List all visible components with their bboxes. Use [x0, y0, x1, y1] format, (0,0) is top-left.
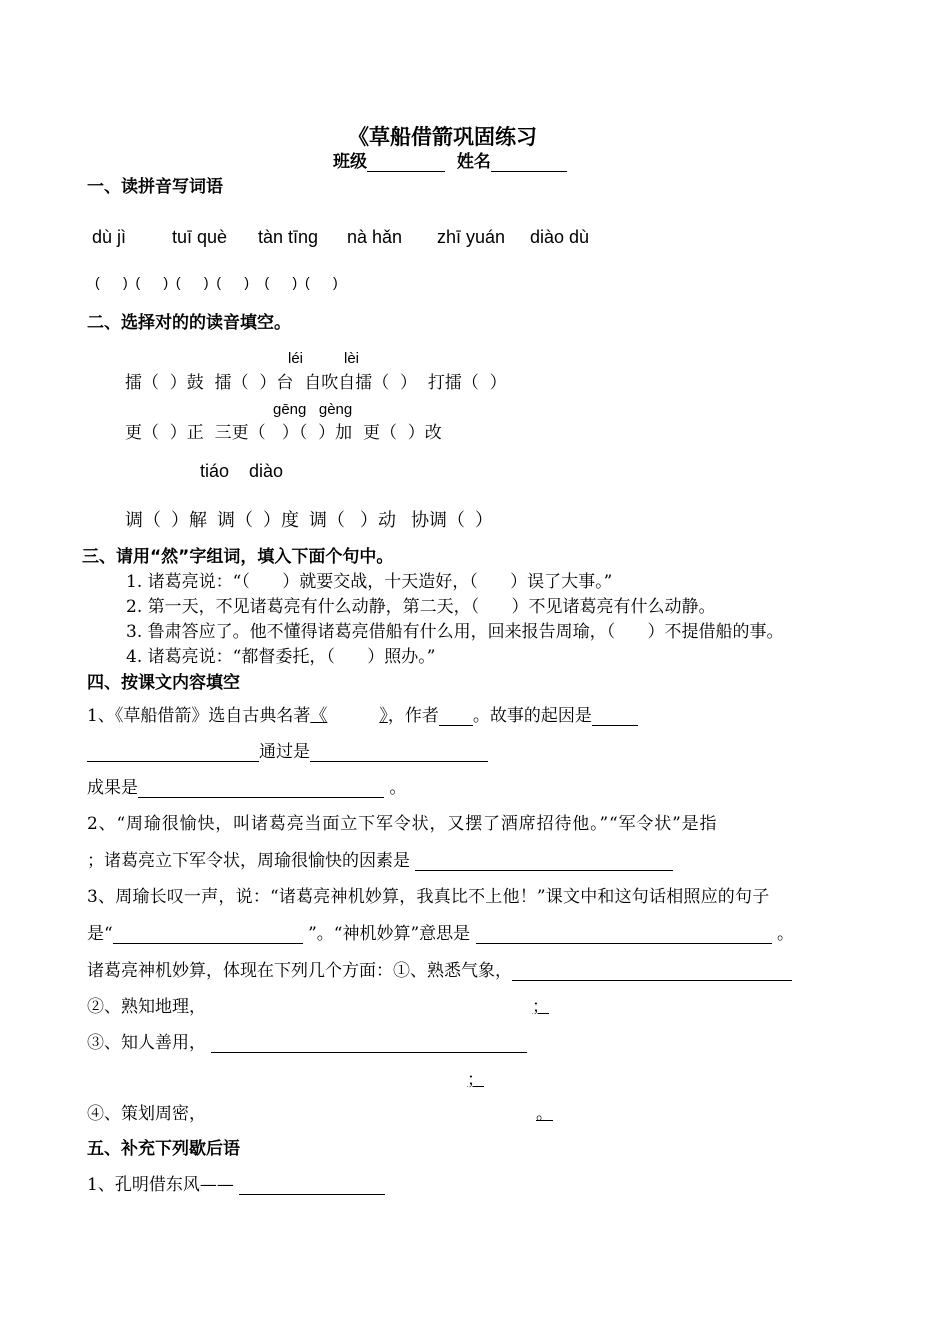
- s3-item-3[interactable]: 3. 鲁肃答应了。他不懂得诸葛亮借船有什么用，回来报告周瑜，（ ）不提借船的事。: [126, 622, 784, 642]
- s4-q3-text-b: 是“: [87, 924, 113, 944]
- s3-item-4[interactable]: 4. 诸葛亮说：“都督委托，（ ）照办。”: [126, 647, 436, 667]
- s4-q1-result-blank[interactable]: [138, 780, 384, 799]
- s2-row-2[interactable]: 更（ ）正 三更（ ）（ ）加 更（ ）改: [125, 423, 442, 443]
- class-name-line: [333, 152, 567, 172]
- s2-pinyin-2: gēng gèng: [273, 401, 353, 418]
- s4-q3-line-6: [87, 1070, 496, 1090]
- s4-q1-line-3: [87, 778, 406, 798]
- s4-q3-people-blank-2[interactable]: [87, 1070, 496, 1090]
- s4-q3-line-3: [87, 961, 792, 981]
- s4-q3-text-f: ②、熟知地理，: [87, 997, 206, 1017]
- s4-q1-author-blank[interactable]: [439, 708, 473, 727]
- s4-q3-text-e: 诸葛亮神机妙算，体现在下列几个方面：①、熟悉气象，: [87, 961, 512, 981]
- s5-q1-blank[interactable]: [239, 1177, 385, 1196]
- s1-pinyin-3: tàn tīng: [258, 227, 319, 247]
- s4-q3-sentence-blank[interactable]: [113, 926, 303, 945]
- s4-q1-line-1: [87, 706, 638, 726]
- section-1-heading: 一、读拼音写词语: [87, 177, 223, 197]
- s3-item-2[interactable]: 2. 第一天，不见诸葛亮有什么动静，第二天，（ ）不见诸葛亮有什么动静。: [126, 597, 716, 617]
- s2-row-1[interactable]: 擂（ ）鼓 擂（ ）台 自吹自擂（ ） 打擂（ ）: [125, 373, 507, 393]
- s4-q2-line-1: 2、“周瑜很愉快，叫诸葛亮当面立下军令状，又摆了酒席招待他。”“军令状”是指: [87, 814, 718, 834]
- name-blank[interactable]: [491, 154, 567, 173]
- s1-answer-brackets[interactable]: ( ) ( ) ( ) ( ) ( ) ( ): [95, 274, 338, 290]
- s5-q1-text: 1、孔明借东风——: [87, 1175, 234, 1195]
- s2-row-3[interactable]: 调（ ）解 调（ ）度 调（ ）动 协调（ ）: [125, 510, 494, 530]
- section-5-heading: 五、补充下列歇后语: [87, 1139, 240, 1159]
- s4-q3-geography-blank[interactable]: [206, 997, 561, 1017]
- s4-q3-people-blank[interactable]: [211, 1035, 527, 1054]
- s4-q3-line-5: [87, 1033, 527, 1053]
- s4-q3-weather-blank[interactable]: [512, 963, 792, 982]
- class-label: 班级: [333, 152, 367, 172]
- s4-q2-text-b: ；诸葛亮立下军令状，周瑜很愉快的因素是: [87, 851, 410, 871]
- s4-q1-text-b: ，作者: [387, 706, 439, 726]
- s1-pinyin-2: tuī què: [172, 227, 228, 247]
- s4-q1-book-close: 》: [379, 706, 388, 726]
- s2-pinyin-3: tiáo diào: [200, 461, 284, 481]
- s4-q1-process-blank[interactable]: [310, 744, 488, 763]
- s4-q1-text-c: 。故事的起因是: [472, 706, 592, 726]
- s1-pinyin-6: diào dù: [530, 227, 590, 247]
- s3-item-1[interactable]: 1. 诸葛亮说：“（ ）就要交战，十天造好，（ ）误了大事。”: [126, 572, 613, 592]
- s4-q1-text-e: 成果是: [87, 778, 138, 798]
- section-2-heading: 二、选择对的的读音填空。: [87, 313, 291, 333]
- s4-q1-line-2: [87, 742, 488, 762]
- s1-pinyin-4: nà hǎn: [347, 227, 403, 247]
- s4-q1-cause-blank[interactable]: [592, 708, 638, 727]
- s4-q1-text-f: 。: [389, 778, 407, 798]
- s4-q1-text-d: 通过是: [259, 742, 310, 762]
- s4-q3-line-1: 3、周瑜长叹一声，说：“诸葛亮神机妙算，我真比不上他！”课文中和这句话相照应的句子: [87, 887, 770, 907]
- s4-q2-line-2: [87, 851, 673, 871]
- s4-q3-text-j: ④、策划周密，: [87, 1104, 206, 1124]
- class-blank[interactable]: [367, 154, 445, 173]
- s4-q3-plan-blank[interactable]: [206, 1104, 567, 1124]
- s2-pinyin-1a: léi: [288, 350, 304, 367]
- s4-q3-line-7: [87, 1104, 567, 1124]
- s4-q3-text-c: ”。“神机妙算”意思是: [308, 924, 471, 944]
- s4-q3-meaning-blank[interactable]: [476, 926, 772, 945]
- s4-q1-book-open: 《: [310, 706, 328, 726]
- s2-pinyin-1b: lèi: [344, 350, 360, 367]
- page-title: 《草船借箭巩固练习: [348, 125, 537, 149]
- name-label: 姓名: [456, 152, 491, 172]
- section-4-heading: 四、按课文内容填空: [87, 673, 240, 693]
- s4-q1-text-a: 1、《草船借箭》选自古典名著: [87, 706, 311, 726]
- s4-q1-book-blank[interactable]: [310, 706, 388, 726]
- s4-q3-text-i: ；: [467, 1070, 484, 1090]
- s4-q3-line-4: [87, 997, 561, 1017]
- s4-q3-text-g: ；: [532, 997, 549, 1017]
- s4-q3-text-d: 。: [777, 924, 794, 944]
- s4-q3-text-k: 。: [536, 1104, 553, 1124]
- s4-q2-reason-blank[interactable]: [415, 853, 673, 872]
- s4-q3-text-h: ③、知人善用，: [87, 1033, 206, 1053]
- s1-pinyin-1: dù jì: [92, 227, 127, 247]
- s1-pinyin-5: zhī yuán: [437, 227, 506, 247]
- s4-q1-cause-blank-2[interactable]: [87, 744, 259, 763]
- s5-q1-line: [87, 1175, 385, 1195]
- s4-q3-line-2: [87, 924, 794, 944]
- section-3-heading: 三、请用“然”字组词，填入下面个句中。: [82, 547, 394, 567]
